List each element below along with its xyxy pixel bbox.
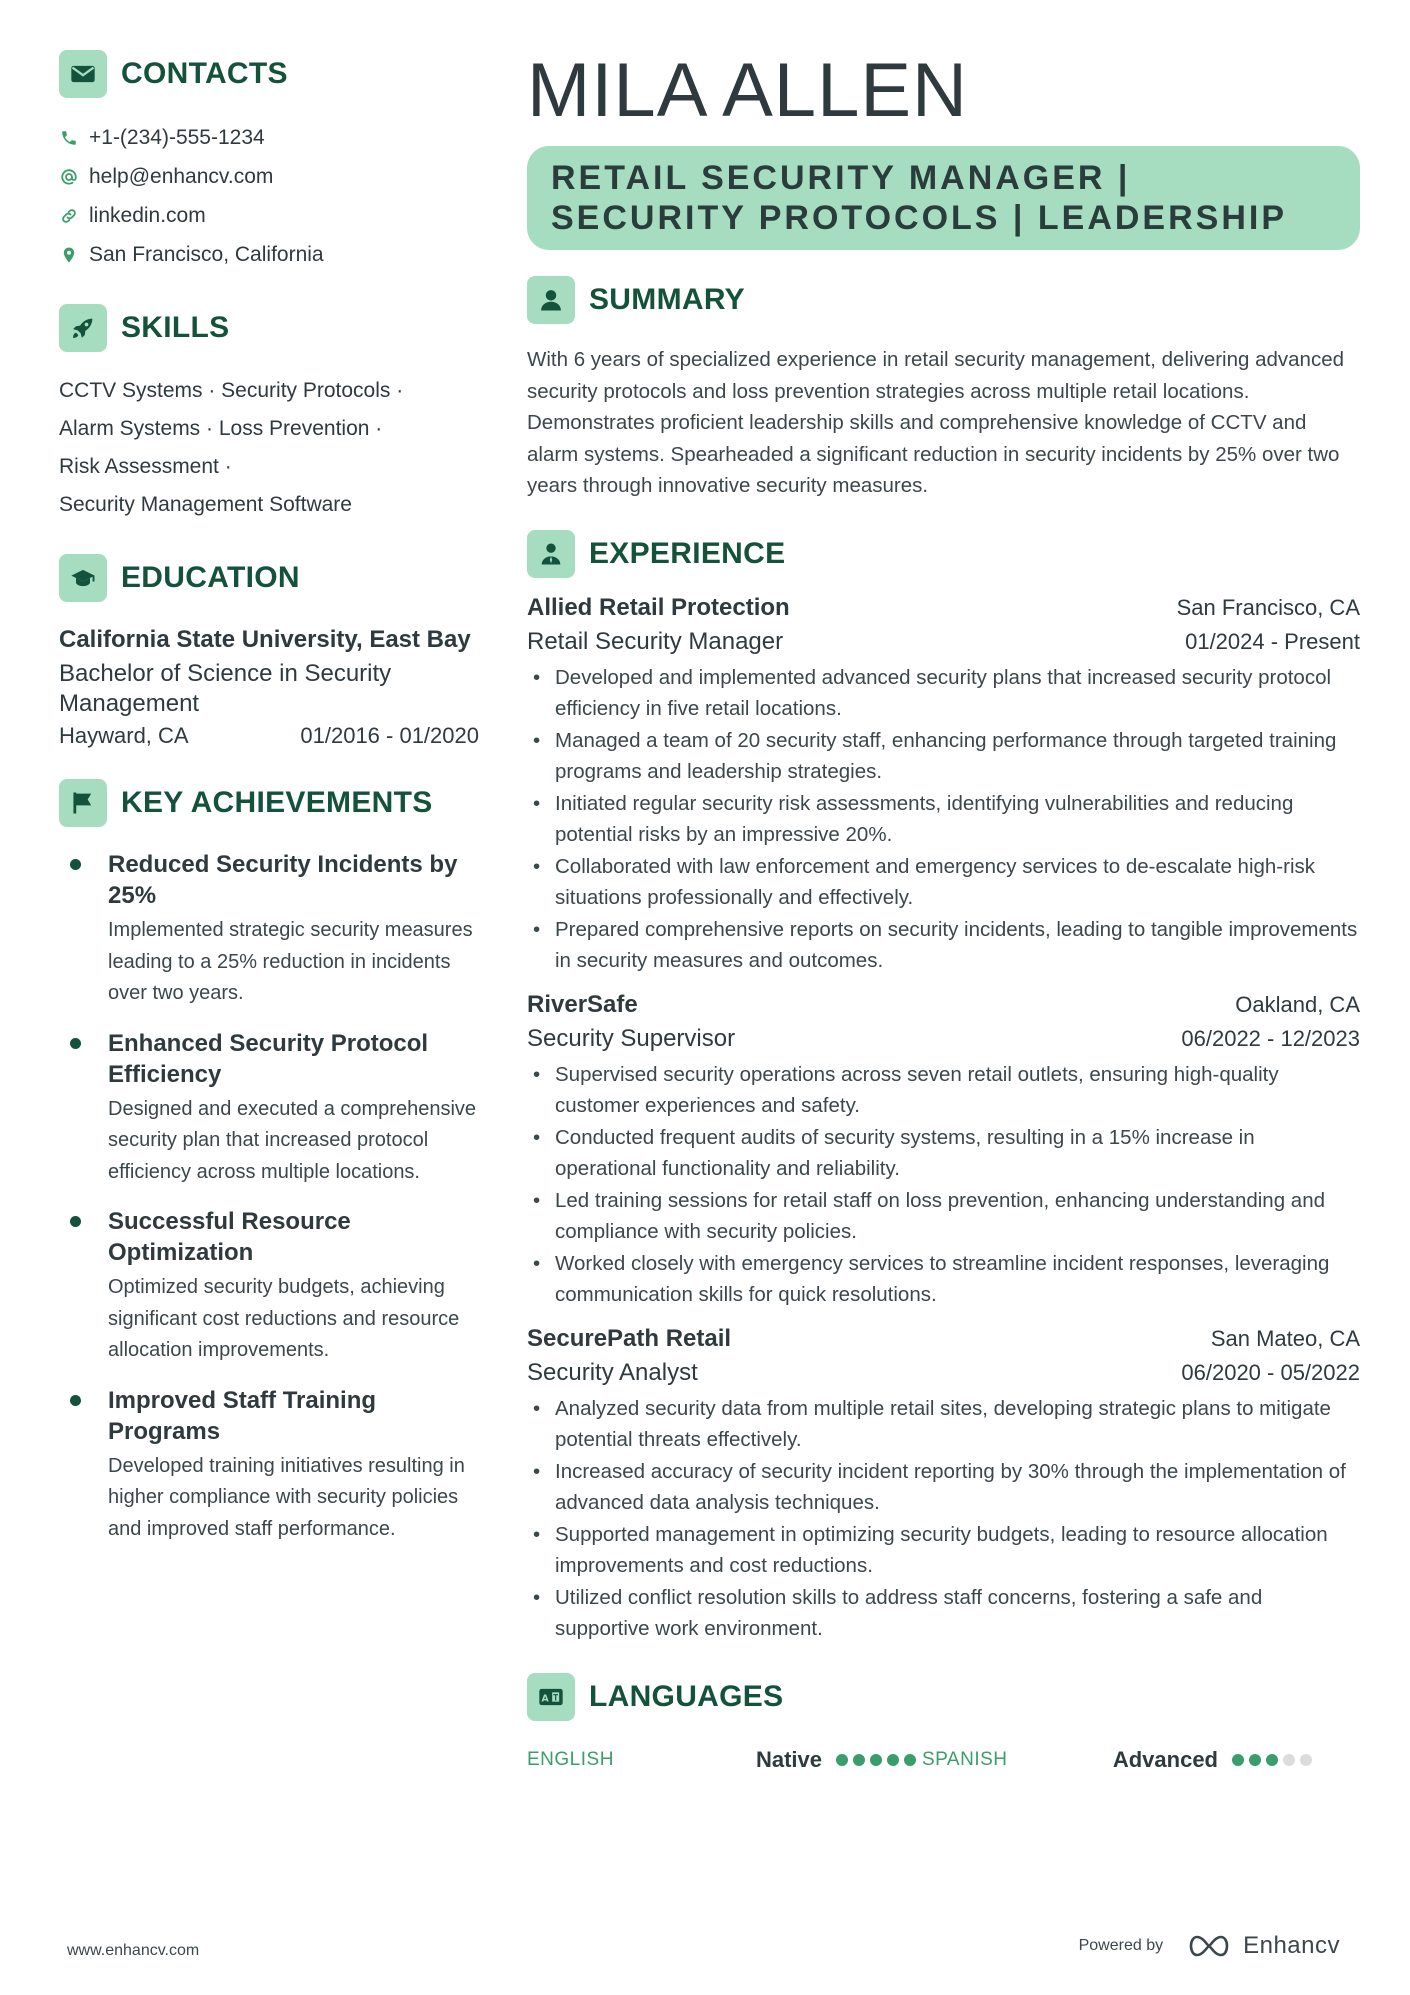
summary-title: SUMMARY bbox=[589, 283, 745, 316]
education-meta bbox=[59, 723, 479, 749]
rating-dot bbox=[836, 1754, 848, 1766]
rating-dot bbox=[1283, 1754, 1295, 1766]
contacts-title: CONTACTS bbox=[121, 57, 288, 90]
job-bullet: • Utilized conflict resolution skills to address staff concerns, fostering a safe and supportive work environment. bbox=[527, 1582, 1360, 1645]
summary-heading bbox=[527, 276, 1360, 324]
summary-text: With 6 years of specialized experience in retail security management, delivering advanced security protocols and loss prevention strategies across multiple retail locations. Demonstrates proficient leadership skills and comprehensive knowledge of CCTV and alarm systems. Spearheaded a significant reduction in security incidents by 25% over two years through innovative security measures. bbox=[527, 348, 1345, 497]
job-bullet: • Worked closely with emergency services to streamline incident responses, leveraging communication skills for quick resolutions. bbox=[527, 1248, 1360, 1311]
bullet-dot bbox=[70, 1216, 81, 1227]
job-subheader bbox=[527, 1025, 1360, 1053]
link-icon bbox=[59, 206, 79, 226]
achievements-list bbox=[59, 849, 479, 1545]
contact-linkedin bbox=[59, 196, 479, 235]
rating-dot bbox=[1266, 1754, 1278, 1766]
skills-list bbox=[59, 372, 479, 524]
skills-title: SKILLS bbox=[121, 311, 230, 344]
achievement-item bbox=[59, 1206, 479, 1367]
job-dates: 06/2022 - 12/2023 bbox=[1181, 1025, 1360, 1051]
job-bullets bbox=[527, 1393, 1360, 1645]
powered-by-text: Powered by bbox=[1078, 1937, 1164, 1954]
job-company: SecurePath Retail bbox=[527, 1324, 732, 1352]
languages-row bbox=[527, 1745, 1360, 1775]
rocket-icon bbox=[59, 304, 107, 352]
language-rating bbox=[836, 1754, 916, 1766]
job-dates: 06/2020 - 05/2022 bbox=[1181, 1359, 1360, 1385]
contact-location bbox=[59, 235, 479, 274]
achievement-title: Enhanced Security Protocol Efficiency bbox=[108, 1029, 429, 1088]
job-bullet: • Initiated regular security risk assessments, identifying vulnerabilities and reducing potential risks by an impressive 20%. bbox=[527, 788, 1360, 851]
candidate-name: MILA ALLEN bbox=[527, 48, 968, 133]
rating-dot bbox=[870, 1754, 882, 1766]
job-role: Retail Security Manager bbox=[527, 627, 784, 655]
rating-dot bbox=[1300, 1754, 1312, 1766]
achievement-title: Improved Staff Training Programs bbox=[108, 1386, 377, 1445]
achievements-heading bbox=[59, 779, 479, 827]
contact-email bbox=[59, 157, 479, 196]
languages-title: LANGUAGES bbox=[589, 1679, 784, 1713]
rating-dot bbox=[1249, 1754, 1261, 1766]
language-item bbox=[527, 1747, 922, 1773]
job-bullet: • Led training sessions for retail staff on loss prevention, enhancing understanding and compliance with security policies. bbox=[527, 1185, 1360, 1248]
rating-dot bbox=[887, 1754, 899, 1766]
phone-text[interactable]: +1-(234)-555-1234 bbox=[89, 125, 265, 149]
rating-dot bbox=[904, 1754, 916, 1766]
rating-dot bbox=[853, 1754, 865, 1766]
job-header bbox=[527, 991, 1360, 1019]
job-location: San Francisco, CA bbox=[1176, 594, 1360, 620]
rating-dot bbox=[1232, 1754, 1244, 1766]
education-degree: Bachelor of Science in Security Management bbox=[59, 660, 392, 717]
job-header bbox=[527, 594, 1360, 622]
skills-heading bbox=[59, 304, 479, 352]
achievement-desc: Designed and executed a comprehensive security plan that increased protocol efficiency across multiple locations. bbox=[108, 1097, 477, 1183]
job-bullet: • Increased accuracy of security incident reporting by 30% through the implementation of advanced data analysis techniques. bbox=[527, 1456, 1360, 1519]
education-heading bbox=[59, 554, 479, 602]
location-text: San Francisco, California bbox=[89, 242, 324, 266]
user-icon bbox=[527, 276, 575, 324]
email-text[interactable]: help@enhancv.com bbox=[89, 164, 274, 188]
skills-line: Risk Assessment · bbox=[59, 455, 232, 478]
job-bullets bbox=[527, 662, 1360, 977]
education-school: California State University, East Bay bbox=[59, 626, 471, 653]
footer-website[interactable]: www.enhancv.com bbox=[67, 1942, 200, 1959]
experience-heading bbox=[527, 530, 1360, 578]
enhancv-logo[interactable] bbox=[1185, 1932, 1340, 1960]
language-rating bbox=[1232, 1754, 1312, 1766]
job-entry bbox=[527, 1325, 1360, 1645]
contacts-list bbox=[59, 118, 479, 274]
job-entry bbox=[527, 594, 1360, 977]
graduation-cap-icon bbox=[59, 554, 107, 602]
language-name: SPANISH bbox=[922, 1748, 1008, 1770]
language-level: Native bbox=[755, 1746, 822, 1772]
job-company: Allied Retail Protection bbox=[527, 593, 790, 621]
contact-phone bbox=[59, 118, 479, 157]
job-bullet: • Developed and implemented advanced security plans that increased security protocol efficiency in five retail locations. bbox=[527, 662, 1360, 725]
linkedin-text[interactable]: linkedin.com bbox=[89, 203, 206, 227]
job-dates: 01/2024 - Present bbox=[1185, 628, 1360, 654]
language-name: ENGLISH bbox=[527, 1748, 614, 1770]
right-column bbox=[527, 50, 1360, 1775]
job-bullet: • Supervised security operations across seven retail outlets, ensuring high-quality customer experiences and safety. bbox=[527, 1059, 1360, 1122]
translate-icon bbox=[527, 1673, 575, 1721]
job-role: Security Supervisor bbox=[527, 1024, 736, 1052]
map-pin-icon bbox=[59, 245, 79, 265]
job-bullet: • Collaborated with law enforcement and emergency services to de-escalate high-risk situations professionally and effectively. bbox=[527, 851, 1360, 914]
skills-line: Alarm Systems · Loss Prevention · bbox=[59, 417, 383, 440]
job-bullet: • Conducted frequent audits of security systems, resulting in a 15% increase in operational functionality and reliability. bbox=[527, 1122, 1360, 1185]
infinity-icon bbox=[1185, 1933, 1233, 1959]
svg-text:A: A bbox=[541, 1693, 549, 1705]
languages-heading bbox=[527, 1673, 1360, 1721]
education-location: Hayward, CA bbox=[59, 723, 189, 748]
job-subheader bbox=[527, 1359, 1360, 1387]
at-icon bbox=[59, 167, 79, 187]
job-header bbox=[527, 1325, 1360, 1353]
envelope-icon bbox=[59, 50, 107, 98]
achievement-item bbox=[59, 1028, 479, 1189]
bullet-dot bbox=[70, 1395, 81, 1406]
job-entry bbox=[527, 991, 1360, 1311]
job-title-banner: RETAIL SECURITY MANAGER | SECURITY PROTOCOLS | LEADERSHIP bbox=[527, 146, 1360, 250]
language-item bbox=[922, 1747, 1360, 1773]
phone-icon bbox=[59, 128, 79, 148]
skills-line: CCTV Systems · Security Protocols · bbox=[59, 379, 404, 402]
bullet-dot bbox=[70, 1038, 81, 1049]
skills-line: Security Management Software bbox=[59, 493, 352, 516]
experience-title: EXPERIENCE bbox=[589, 536, 786, 570]
education-dates: 01/2016 - 01/2020 bbox=[300, 723, 479, 748]
job-bullet: • Analyzed security data from multiple retail sites, developing strategic plans to mitigate potential threats effectively. bbox=[527, 1393, 1360, 1456]
left-column bbox=[59, 50, 479, 1563]
job-location: Oakland, CA bbox=[1235, 991, 1360, 1017]
achievement-title: Successful Resource Optimization bbox=[108, 1208, 351, 1266]
bullet-dot bbox=[70, 859, 81, 870]
job-subheader bbox=[527, 628, 1360, 656]
achievement-item bbox=[59, 1385, 479, 1546]
job-bullet: • Prepared comprehensive reports on security incidents, leading to tangible improvements in security measures and outcomes. bbox=[527, 914, 1360, 977]
job-bullet: • Managed a team of 20 security staff, enhancing performance through targeted training programs and leadership strategies. bbox=[527, 725, 1360, 788]
achievement-desc: Implemented strategic security measures leading to a 25% reduction in incidents over two years. bbox=[108, 919, 473, 1004]
achievement-desc: Optimized security budgets, achieving significant cost reductions and resource allocation improvements. bbox=[108, 1276, 460, 1361]
footer-branding bbox=[1079, 1932, 1340, 1960]
achievement-item bbox=[59, 849, 479, 1010]
briefcase-user-icon bbox=[527, 530, 575, 578]
job-bullet: • Supported management in optimizing security budgets, leading to resource allocation improvements and cost reductions. bbox=[527, 1519, 1360, 1582]
job-bullets bbox=[527, 1059, 1360, 1311]
achievements-title: KEY ACHIEVEMENTS bbox=[121, 786, 433, 819]
flag-icon bbox=[59, 779, 107, 827]
education-title: EDUCATION bbox=[121, 561, 300, 594]
contacts-heading bbox=[59, 50, 479, 98]
job-company: RiverSafe bbox=[527, 990, 638, 1018]
brand-name: Enhancv bbox=[1243, 1932, 1340, 1959]
achievement-desc: Developed training initiatives resulting in higher compliance with security policies and improved staff performance. bbox=[108, 1454, 465, 1540]
job-location: San Mateo, CA bbox=[1210, 1325, 1360, 1351]
job-role: Security Analyst bbox=[527, 1358, 698, 1386]
language-level: Advanced bbox=[1112, 1746, 1218, 1772]
achievement-title: Reduced Security Incidents by 25% bbox=[108, 851, 458, 909]
